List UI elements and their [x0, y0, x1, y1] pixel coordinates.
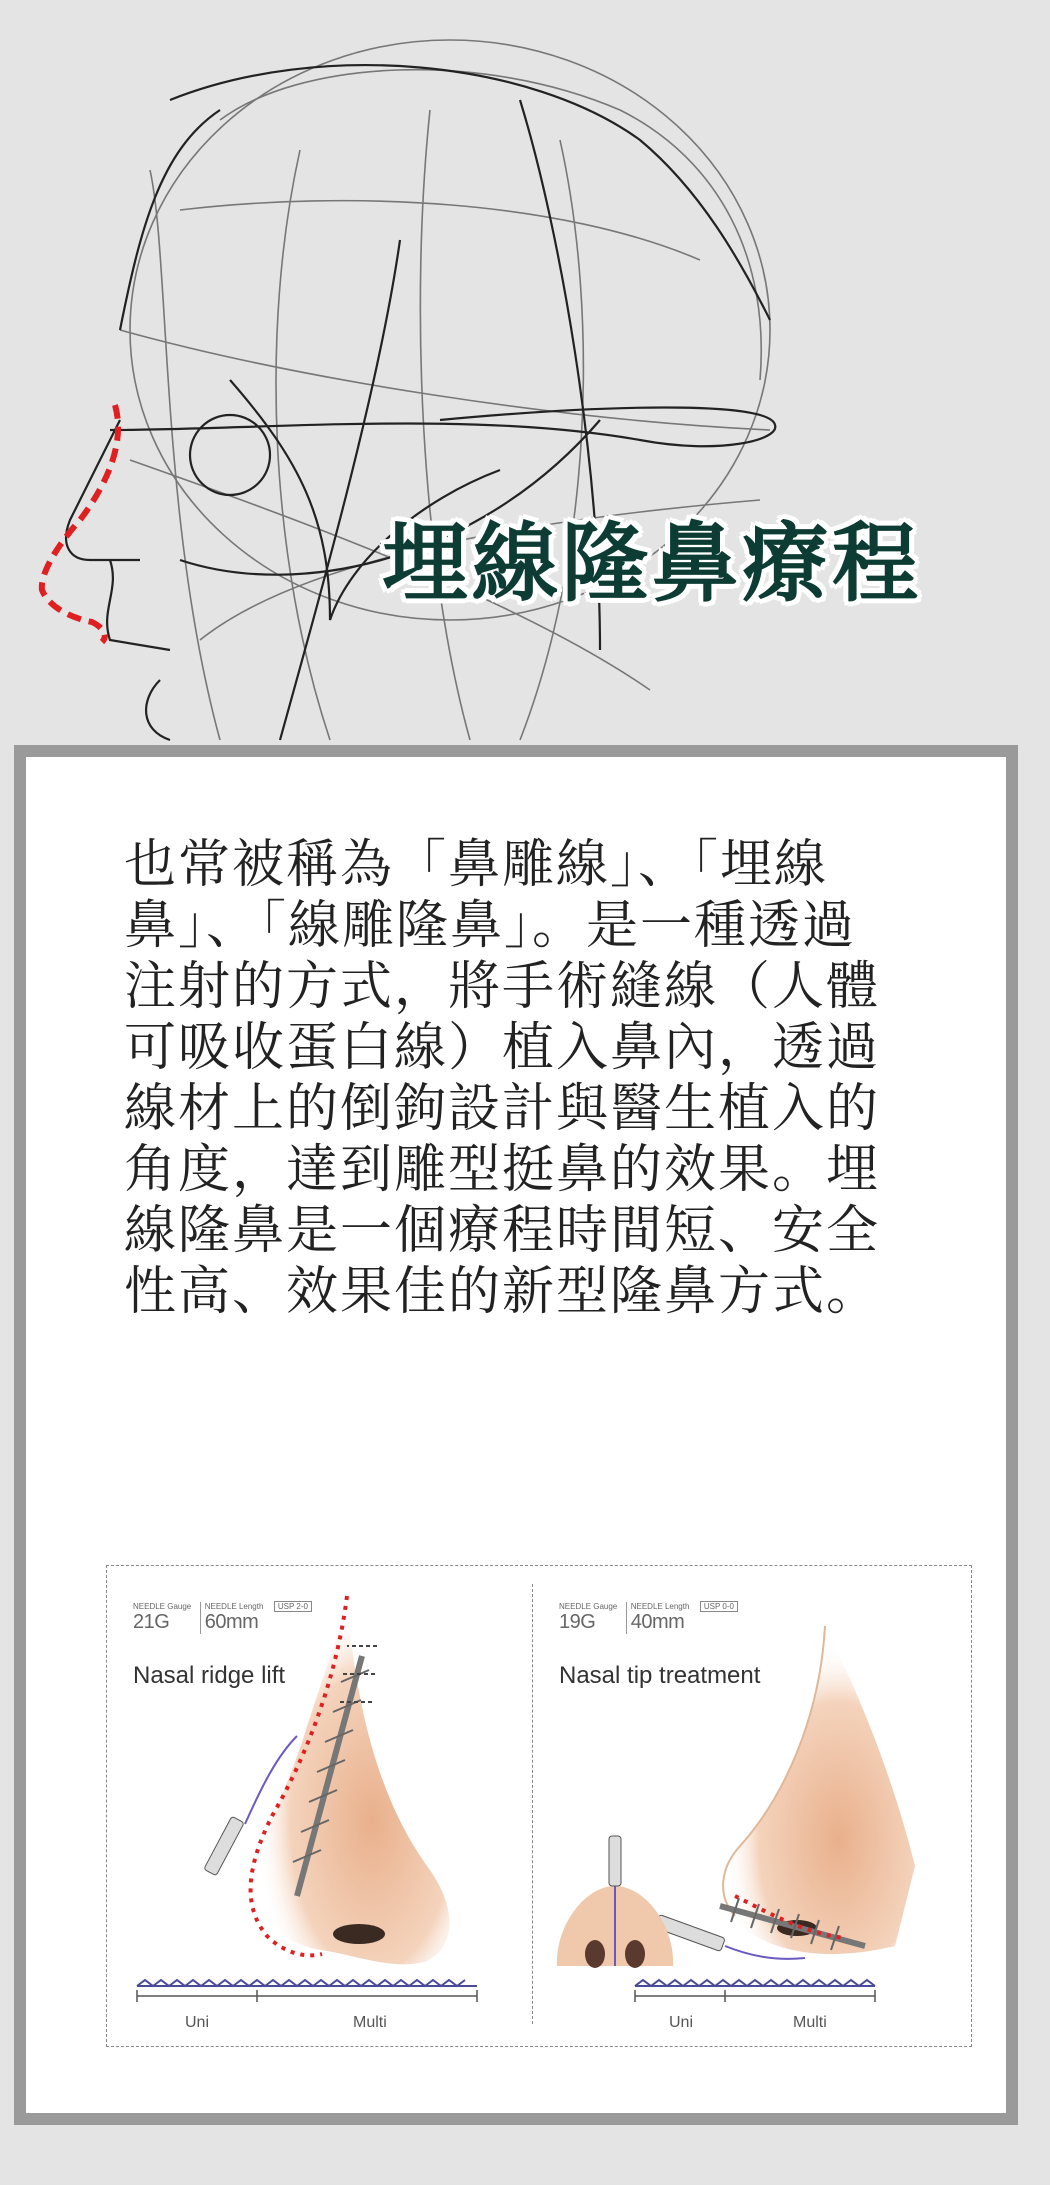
nostril-view: [557, 1836, 673, 1968]
needle-length-value: 60mm: [204, 1611, 259, 1633]
needle-length-label: NEEDLE Length: [204, 1602, 264, 1611]
scale-label-uni: Uni: [669, 2014, 694, 2031]
panel-nasal-ridge-lift: [107, 1566, 532, 2046]
procedure-description: 也常被稱為「鼻雕線」、「埋線鼻」、「線雕隆鼻」。是一種透過注射的方式，將手術縫線（人體可吸收蛋白線）植入鼻內，透過線材上的倒鉤設計與醫生植入的角度，達到雕型挺鼻的效果。埋線隆鼻是一個療程時間短、安全性高、效果佳的新型隆鼻方式。: [124, 835, 881, 1322]
needle-gauge-label: NEEDLE Gauge: [133, 1602, 192, 1611]
wireframe-head-illustration: [0, 0, 1050, 750]
usp-badge: USP 2-0: [274, 1601, 312, 1612]
nasal-tip-illustration: [535, 1566, 971, 2046]
scale-label-multi: Multi: [353, 2014, 387, 2031]
needle-length-value: 40mm: [630, 1611, 685, 1633]
hero-section: [0, 0, 1050, 750]
needle-gauge-label: NEEDLE Gauge: [559, 1602, 618, 1611]
nasal-ridge-illustration: [107, 1566, 532, 2046]
page-title: 埋線隆鼻療程: [382, 514, 922, 614]
thread-lift-diagram: [106, 1565, 972, 2047]
needle-length-label: NEEDLE Length: [630, 1602, 690, 1611]
needle-gauge-value: 21G: [133, 1611, 170, 1633]
usp-badge: USP 0-0: [700, 1601, 738, 1612]
needle-gauge-value: 19G: [559, 1611, 596, 1633]
panel-title: Nasal ridge lift: [133, 1662, 286, 1689]
scale-label-uni: Uni: [185, 2014, 210, 2031]
panel-nasal-tip-treatment: [535, 1566, 971, 2046]
panel-title: Nasal tip treatment: [559, 1662, 761, 1689]
nose-profile-dashed-line: [42, 405, 118, 642]
panel-divider: [532, 1584, 533, 2024]
content-card: [14, 745, 1018, 2125]
scale-label-multi: Multi: [793, 2014, 827, 2031]
